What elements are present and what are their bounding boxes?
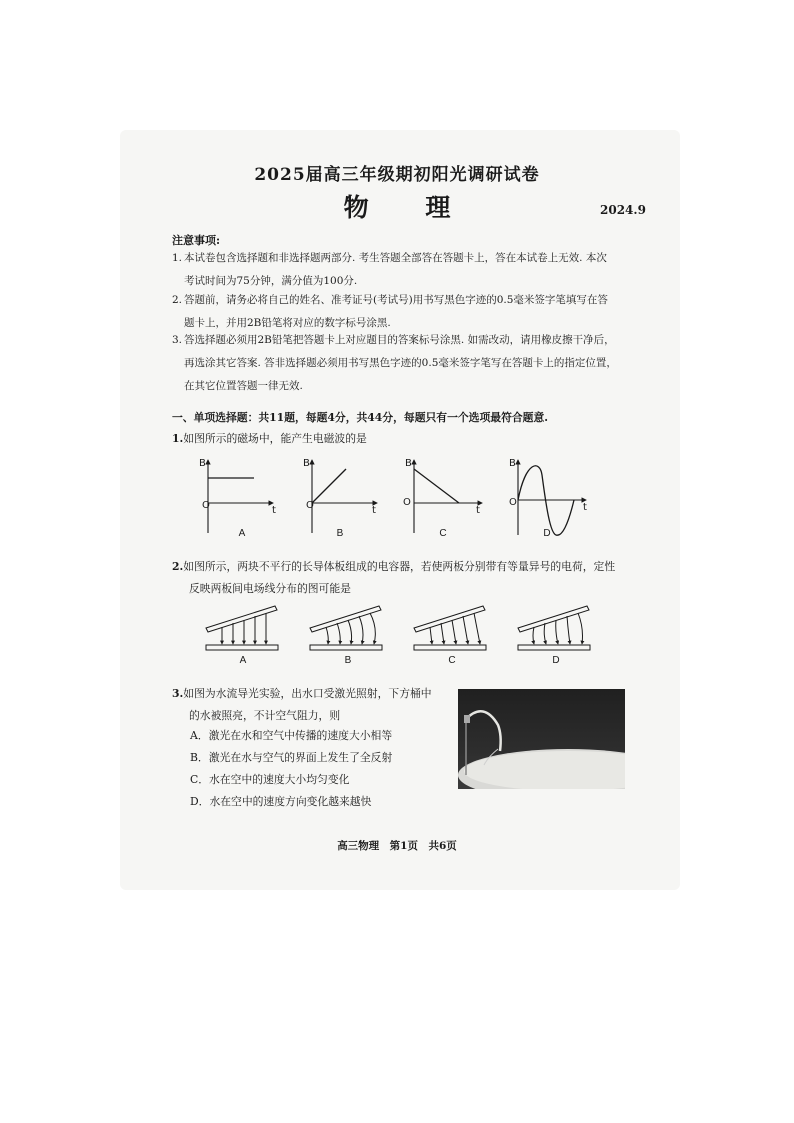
option-caption-a: A bbox=[239, 655, 247, 666]
question-number: 2. bbox=[172, 560, 184, 573]
axis-label-t: t bbox=[583, 502, 587, 513]
question-3 bbox=[172, 683, 432, 727]
question-number: 3. bbox=[172, 687, 184, 700]
note-text: 答题前，请务必将自己的姓名、准考证号(考试号)用书写黑色字迹的0.5毫米签字笔填写在答 bbox=[184, 294, 608, 306]
note-number: 2. bbox=[172, 294, 183, 306]
axis-label-b: B bbox=[303, 458, 310, 469]
option-a: A．激光在水和空气中传播的速度大小相等 bbox=[190, 729, 393, 742]
note-item-1 bbox=[172, 247, 662, 293]
question-2 bbox=[172, 556, 662, 600]
option-caption-a: A bbox=[238, 528, 246, 539]
option-caption-b: B bbox=[336, 528, 344, 539]
question-number: 1. bbox=[172, 432, 184, 445]
capacitor-b bbox=[310, 606, 382, 650]
axis-label-t: t bbox=[272, 505, 276, 516]
note-text: 本试卷包含选择题和非选择题两部分. 考生答题全部答在答题卡上，答在本试卷上无效. 本次 bbox=[184, 252, 607, 264]
graph-b bbox=[312, 460, 377, 533]
question-text: 如图所示的磁场中，能产生电磁波的是 bbox=[183, 432, 367, 445]
q2-figure bbox=[200, 604, 600, 656]
question-text: 如图所示，两块不平行的长导体板组成的电容器，若使两板分别带有等量异号的电荷，定性 bbox=[183, 560, 616, 573]
option-caption-c: C bbox=[439, 528, 447, 539]
origin-label: O bbox=[306, 500, 314, 511]
note-text: 在其它位置答题一律无效. bbox=[184, 380, 303, 392]
capacitor-c bbox=[414, 606, 486, 650]
origin-label: O bbox=[403, 497, 411, 508]
option-d: D．水在空中的速度方向变化越来越快 bbox=[190, 795, 372, 808]
question-text: 的水被照亮，不计空气阻力，则 bbox=[189, 709, 341, 722]
graph-c bbox=[414, 460, 482, 533]
option-caption-d: D bbox=[552, 655, 560, 666]
axis-label-b: B bbox=[405, 458, 412, 469]
option-caption-c: C bbox=[448, 655, 456, 666]
option-b: B．激光在水与空气的界面上发生了全反射 bbox=[190, 751, 393, 764]
water-light-guide-photo bbox=[458, 689, 625, 789]
notes-heading: 注意事项: bbox=[172, 234, 221, 247]
question-text: 反映两板间电场线分布的图可能是 bbox=[189, 582, 351, 595]
axis-label-b: B bbox=[509, 458, 516, 469]
option-caption-b: B bbox=[344, 655, 352, 666]
axis-label-b: B bbox=[199, 458, 206, 469]
exam-title: 2025届高三年级期初阳光调研试卷 bbox=[254, 165, 540, 185]
note-text: 再选涂其它答案. 答非选择题必须用书写黑色字迹的0.5毫米签字笔写在答题卡上的指定位置， bbox=[184, 357, 617, 369]
subject-title: 物 理 bbox=[343, 193, 475, 222]
note-text: 题卡上，并用2B铅笔将对应的数字标号涂黑. bbox=[184, 317, 391, 329]
note-number: 1. bbox=[172, 252, 183, 264]
option-caption-d: D bbox=[543, 528, 551, 539]
page-footer: 高三物理 第1页 共6页 bbox=[337, 840, 457, 852]
section-heading: 一、单项选择题：共11题，每题4分，共44分，每题只有一个选项最符合题意. bbox=[172, 411, 549, 424]
note-number: 3. bbox=[172, 334, 183, 346]
note-text: 答选择题必须用2B铅笔把答题卡上对应题目的答案标号涂黑. 如需改动，请用橡皮擦干净后， bbox=[184, 334, 615, 346]
question-text: 如图为水流导光实验，出水口受激光照射，下方桶中 bbox=[183, 687, 432, 700]
axis-label-t: t bbox=[476, 505, 480, 516]
question-1 bbox=[172, 428, 367, 450]
origin-label: O bbox=[509, 497, 517, 508]
origin-label: O bbox=[202, 500, 210, 511]
exam-date: 2024.9 bbox=[600, 203, 646, 217]
note-item-3 bbox=[172, 329, 662, 398]
capacitor-d bbox=[518, 606, 590, 650]
capacitor-a bbox=[206, 606, 278, 650]
option-c: C．水在空中的速度大小均匀变化 bbox=[190, 773, 350, 786]
graph-a bbox=[208, 460, 273, 533]
graph-d bbox=[518, 460, 586, 535]
axis-label-t: t bbox=[372, 505, 376, 516]
note-text: 考试时间为75分钟，满分值为100分. bbox=[184, 275, 358, 287]
